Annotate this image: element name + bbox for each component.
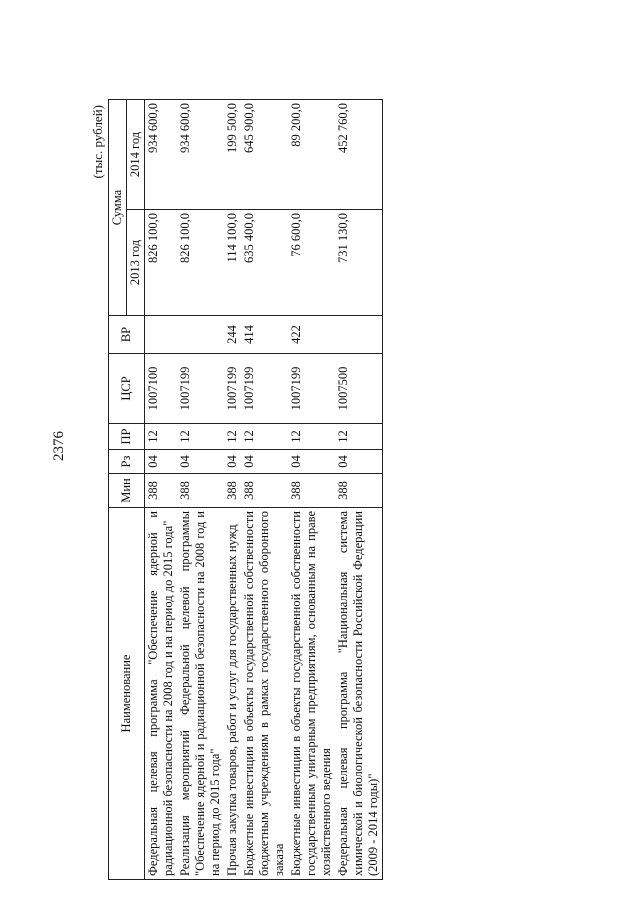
row-name: Федеральная целевая программа "Национальная система химической и биологической безопасности Российской Федерации (2009 - 2014 годы)" — [335, 508, 383, 880]
row-csr: 1007500 — [335, 354, 383, 424]
row-rz: 04 — [241, 450, 288, 474]
header-sum: Сумма — [109, 100, 127, 316]
row-sum-2013: 826 100,0 — [177, 210, 224, 316]
row-csr: 1007100 — [145, 354, 178, 424]
header-min: Мин — [109, 474, 145, 508]
row-pr: 12 — [145, 424, 178, 450]
table-frame — [90, 100, 570, 880]
row-sum-2014: 89 200,0 — [288, 100, 335, 210]
row-pr: 12 — [288, 424, 335, 450]
row-csr: 1007199 — [224, 354, 241, 424]
row-min: 388 — [335, 474, 383, 508]
row-sum-2014: 934 600,0 — [177, 100, 224, 210]
row-csr: 1007199 — [241, 354, 288, 424]
row-min: 388 — [224, 474, 241, 508]
row-sum-2014: 452 760,0 — [335, 100, 383, 210]
row-rz: 04 — [224, 450, 241, 474]
row-sum-2013: 76 600,0 — [288, 210, 335, 316]
row-rz: 04 — [335, 450, 383, 474]
row-sum-2013: 114 100,0 — [224, 210, 241, 316]
row-vr: 414 — [241, 316, 288, 354]
row-pr: 12 — [335, 424, 383, 450]
header-vr: ВР — [109, 316, 145, 354]
row-csr: 1007199 — [177, 354, 224, 424]
row-sum-2013: 635 400,0 — [241, 210, 288, 316]
row-sum-2014: 199 500,0 — [224, 100, 241, 210]
row-min: 388 — [241, 474, 288, 508]
row-pr: 12 — [177, 424, 224, 450]
table-row — [145, 100, 178, 880]
row-vr: 422 — [288, 316, 335, 354]
row-pr: 12 — [241, 424, 288, 450]
row-pr: 12 — [224, 424, 241, 450]
row-vr — [177, 316, 224, 354]
row-name: Прочая закупка товаров, работ и услуг для государственных нужд — [224, 508, 241, 880]
row-vr — [335, 316, 383, 354]
table-row — [288, 100, 335, 880]
header-rz: Рз — [109, 450, 145, 474]
header-name: Наименование — [109, 508, 145, 880]
row-rz: 04 — [145, 450, 178, 474]
row-min: 388 — [145, 474, 178, 508]
row-sum-2013: 826 100,0 — [145, 210, 178, 316]
row-name: Бюджетные инвестиции в объекты государственной собственности бюджетным учреждениям в рамках государственного оборонного заказа — [241, 508, 288, 880]
row-sum-2013: 731 130,0 — [335, 210, 383, 316]
row-name: Реализация мероприятий Федеральной целевой программы "Обеспечение ядерной и радиационной безопасности на 2008 год и на период до 2015 года" — [177, 508, 224, 880]
row-vr — [145, 316, 178, 354]
table-row — [224, 100, 241, 880]
row-name: Федеральная целевая программа "Обеспечение ядерной и радиационной безопасности на 2008 год и на период до 2015 года" — [145, 508, 178, 880]
table-row — [241, 100, 288, 880]
header-csr: ЦСР — [109, 354, 145, 424]
budget-table — [108, 99, 383, 880]
page-number: 2376 — [51, 431, 67, 461]
row-rz: 04 — [288, 450, 335, 474]
row-min: 388 — [288, 474, 335, 508]
header-year-2014: 2014 год — [127, 100, 145, 210]
row-name: Бюджетные инвестиции в объекты государственной собственности государственным унитарным предприятиям, основанным на праве хозяйственного ведения — [288, 508, 335, 880]
row-vr: 244 — [224, 316, 241, 354]
row-rz: 04 — [177, 450, 224, 474]
row-sum-2014: 934 600,0 — [145, 100, 178, 210]
header-pr: ПР — [109, 424, 145, 450]
table-row — [335, 100, 383, 880]
row-min: 388 — [177, 474, 224, 508]
table-row — [177, 100, 224, 880]
units-note: (тыс. рублей) — [90, 105, 105, 179]
header-year-2013: 2013 год — [127, 210, 145, 316]
row-sum-2014: 645 900,0 — [241, 100, 288, 210]
row-csr: 1007199 — [288, 354, 335, 424]
